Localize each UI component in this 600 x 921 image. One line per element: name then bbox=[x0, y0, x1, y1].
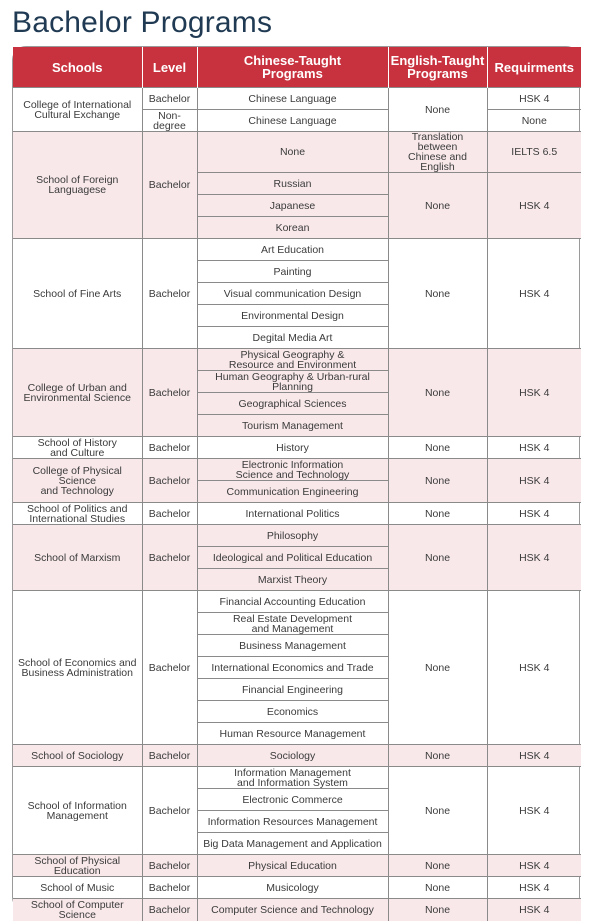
requirement-cell: HSK 4 bbox=[487, 745, 581, 767]
program-cell: Economics bbox=[197, 701, 388, 723]
level-cell: Bachelor bbox=[142, 459, 197, 503]
table-row bbox=[13, 88, 581, 110]
program-cell: International Politics bbox=[197, 503, 388, 525]
table-row bbox=[13, 459, 581, 481]
program-cell: Russian bbox=[197, 173, 388, 195]
table-row bbox=[13, 877, 581, 899]
school-cell: School of Politics and International Studies bbox=[13, 503, 142, 525]
requirement-cell: HSK 4 bbox=[487, 173, 581, 239]
program-cell: Business Management bbox=[197, 635, 388, 657]
english-cell: None bbox=[388, 173, 487, 239]
header-schools: Schools bbox=[13, 47, 142, 88]
requirement-cell: HSK 4 bbox=[487, 877, 581, 899]
program-cell: Human Geography & Urban-rural Planning bbox=[197, 371, 388, 393]
program-cell: Communication Engineering bbox=[197, 481, 388, 503]
requirement-cell: HSK 4 bbox=[487, 855, 581, 877]
english-cell: None bbox=[388, 591, 487, 745]
program-cell: Sociology bbox=[197, 745, 388, 767]
requirement-cell: None bbox=[487, 110, 581, 132]
school-cell: School of Information Management bbox=[13, 767, 142, 855]
level-cell: Bachelor bbox=[142, 132, 197, 239]
level-cell: Bachelor bbox=[142, 855, 197, 877]
table-row bbox=[13, 349, 581, 371]
level-cell: Bachelor bbox=[142, 239, 197, 349]
requirement-cell: HSK 4 bbox=[487, 88, 581, 110]
header-english-taught: English-Taught Programs bbox=[388, 47, 487, 88]
school-cell: School of Economics and Business Administration bbox=[13, 591, 142, 745]
english-cell: None bbox=[388, 239, 487, 349]
program-cell: Painting bbox=[197, 261, 388, 283]
program-cell: Japanese bbox=[197, 195, 388, 217]
program-cell: Geographical Sciences bbox=[197, 393, 388, 415]
level-cell: Bachelor bbox=[142, 767, 197, 855]
english-cell: None bbox=[388, 899, 487, 921]
requirement-cell: HSK 4 bbox=[487, 459, 581, 503]
program-cell: Visual communication Design bbox=[197, 283, 388, 305]
school-cell: School of Music bbox=[13, 877, 142, 899]
table-row bbox=[13, 591, 581, 613]
program-cell: Human Resource Management bbox=[197, 723, 388, 745]
program-cell: Degital Media Art bbox=[197, 327, 388, 349]
program-cell: Real Estate Development and Management bbox=[197, 613, 388, 635]
program-cell: Physical Education bbox=[197, 855, 388, 877]
table-row bbox=[13, 745, 581, 767]
english-cell: None bbox=[388, 877, 487, 899]
table-row bbox=[13, 855, 581, 877]
level-cell: Non-degree bbox=[142, 110, 197, 132]
english-cell: None bbox=[388, 745, 487, 767]
program-cell: History bbox=[197, 437, 388, 459]
level-cell: Bachelor bbox=[142, 88, 197, 110]
program-cell: Environmental Design bbox=[197, 305, 388, 327]
level-cell: Bachelor bbox=[142, 349, 197, 437]
programs-table-container bbox=[12, 46, 580, 921]
program-cell: Marxist Theory bbox=[197, 569, 388, 591]
english-cell: None bbox=[388, 767, 487, 855]
english-cell: None bbox=[388, 437, 487, 459]
table-row bbox=[13, 239, 581, 261]
program-cell: International Economics and Trade bbox=[197, 657, 388, 679]
program-cell: None bbox=[197, 132, 388, 173]
requirement-cell: HSK 4 bbox=[487, 899, 581, 921]
school-cell: College of Physical Science and Technology bbox=[13, 459, 142, 503]
requirement-cell: HSK 4 bbox=[487, 349, 581, 437]
program-cell: Physical Geography & Resource and Environment bbox=[197, 349, 388, 371]
program-cell: Information Resources Management bbox=[197, 811, 388, 833]
school-cell: School of Computer Science bbox=[13, 899, 142, 921]
requirement-cell: HSK 4 bbox=[487, 503, 581, 525]
program-cell: Chinese Language bbox=[197, 110, 388, 132]
level-cell: Bachelor bbox=[142, 525, 197, 591]
program-cell: Electronic Commerce bbox=[197, 789, 388, 811]
program-cell: Computer Science and Technology bbox=[197, 899, 388, 921]
program-cell: Financial Engineering bbox=[197, 679, 388, 701]
requirement-cell: HSK 4 bbox=[487, 239, 581, 349]
requirement-cell: HSK 4 bbox=[487, 437, 581, 459]
english-cell: None bbox=[388, 855, 487, 877]
requirement-cell: HSK 4 bbox=[487, 525, 581, 591]
level-cell: Bachelor bbox=[142, 591, 197, 745]
table-row bbox=[13, 899, 581, 921]
program-cell: Financial Accounting Education bbox=[197, 591, 388, 613]
level-cell: Bachelor bbox=[142, 899, 197, 921]
requirement-cell: HSK 4 bbox=[487, 591, 581, 745]
header-level: Level bbox=[142, 47, 197, 88]
program-cell: Art Education bbox=[197, 239, 388, 261]
school-cell: School of Physical Education bbox=[13, 855, 142, 877]
table-row bbox=[13, 767, 581, 789]
requirement-cell: IELTS 6.5 bbox=[487, 132, 581, 173]
school-cell: School of History and Culture bbox=[13, 437, 142, 459]
program-cell: Musicology bbox=[197, 877, 388, 899]
programs-table bbox=[13, 47, 581, 921]
table-row bbox=[13, 503, 581, 525]
level-cell: Bachelor bbox=[142, 503, 197, 525]
english-cell: Translation between Chinese and English bbox=[388, 132, 487, 173]
school-cell: School of Fine Arts bbox=[13, 239, 142, 349]
english-cell: None bbox=[388, 503, 487, 525]
table-row bbox=[13, 525, 581, 547]
program-cell: Philosophy bbox=[197, 525, 388, 547]
program-cell: Korean bbox=[197, 217, 388, 239]
header-row bbox=[13, 47, 581, 88]
level-cell: Bachelor bbox=[142, 437, 197, 459]
school-cell: College of Urban and Environmental Science bbox=[13, 349, 142, 437]
table-row bbox=[13, 132, 581, 173]
program-cell: Electronic Information Science and Technology bbox=[197, 459, 388, 481]
english-cell: None bbox=[388, 525, 487, 591]
level-cell: Bachelor bbox=[142, 745, 197, 767]
school-cell: School of Marxism bbox=[13, 525, 142, 591]
header-requirements: Requirments bbox=[487, 47, 581, 88]
requirement-cell: HSK 4 bbox=[487, 767, 581, 855]
program-cell: Tourism Management bbox=[197, 415, 388, 437]
page-title: Bachelor Programs bbox=[12, 6, 273, 39]
header-chinese-taught: Chinese-Taught Programs bbox=[197, 47, 388, 88]
english-cell: None bbox=[388, 459, 487, 503]
english-cell: None bbox=[388, 349, 487, 437]
table-row bbox=[13, 437, 581, 459]
level-cell: Bachelor bbox=[142, 877, 197, 899]
program-cell: Chinese Language bbox=[197, 88, 388, 110]
program-cell: Ideological and Political Education bbox=[197, 547, 388, 569]
school-cell: College of International Cultural Exchange bbox=[13, 88, 142, 132]
school-cell: School of Foreign Languagese bbox=[13, 132, 142, 239]
english-cell: None bbox=[388, 88, 487, 132]
program-cell: Information Management and Information System bbox=[197, 767, 388, 789]
program-cell: Big Data Management and Application bbox=[197, 833, 388, 855]
school-cell: School of Sociology bbox=[13, 745, 142, 767]
